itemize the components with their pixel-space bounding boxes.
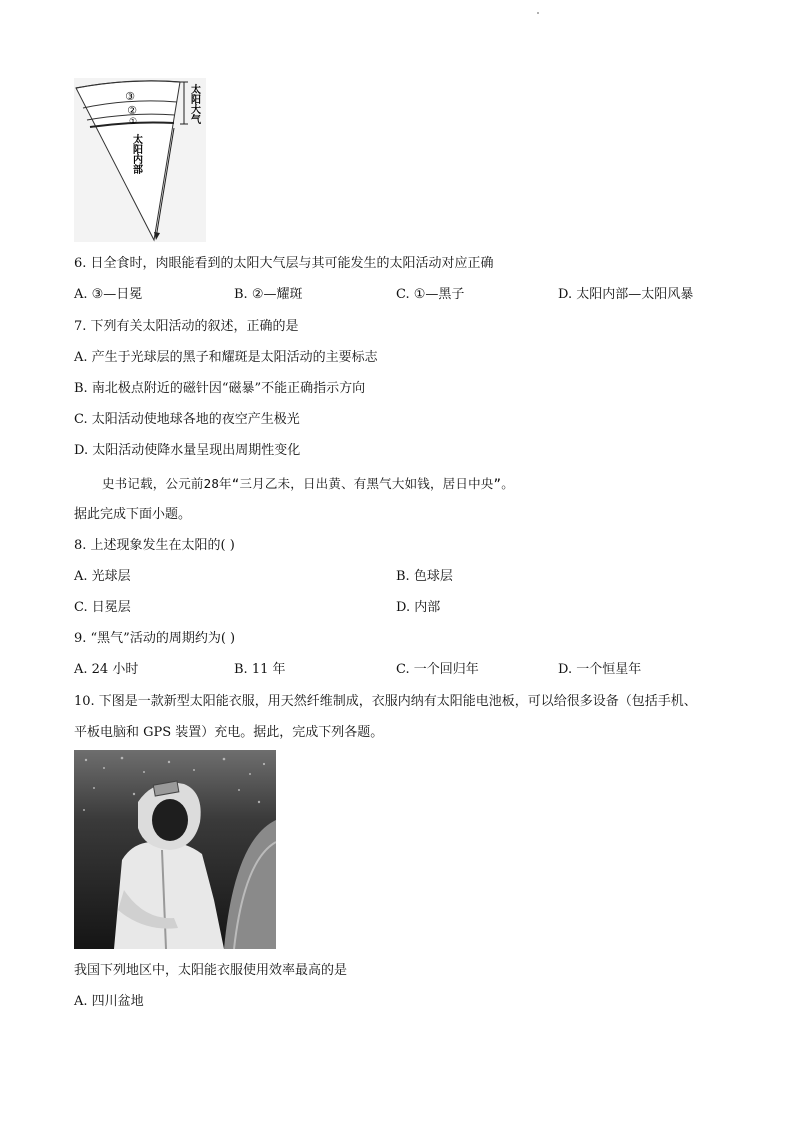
q9-stem: 9. “黑气”活动的周期约为( )	[74, 631, 236, 646]
q10-stem-line1: 10. 下图是一款新型太阳能衣服，用天然纤维制成，衣服内纳有太阳能电池板，可以给很多设备（包括手机、	[74, 694, 697, 709]
q8-option-b[interactable]: B. 色球层	[396, 569, 453, 584]
q10-option-a[interactable]: A. 四川盆地	[74, 994, 144, 1009]
material-instruction: 据此完成下面小题。	[74, 507, 192, 522]
q7-option-c[interactable]: C. 太阳活动使地球各地的夜空产生极光	[74, 412, 300, 427]
q8-option-c[interactable]: C. 日冕层	[74, 600, 131, 615]
q10-stem-line2: 平板电脑和 GPS 装置）充电。据此，完成下列各题。	[74, 725, 384, 740]
layer-label-2: ②	[127, 104, 137, 117]
q9-option-d[interactable]: D. 一个恒星年	[558, 662, 642, 677]
q6-option-d[interactable]: D. 太阳内部—太阳风暴	[558, 287, 694, 302]
layer-label-1: ①	[128, 117, 138, 127]
face	[152, 799, 188, 841]
solar-clothing-photo	[74, 750, 276, 949]
q8-option-a[interactable]: A. 光球层	[74, 569, 131, 584]
label-sun-interior: 太阳内部	[130, 134, 142, 174]
photo-illustration	[74, 750, 276, 949]
q6-option-a[interactable]: A. ③—日冕	[74, 287, 143, 302]
material-quote: 史书记载，公元前28年“三月乙未，日出黄、有黑气大如钱，居日中央”。	[102, 476, 514, 491]
q6-option-c[interactable]: C. ①—黑子	[396, 287, 465, 302]
sun-structure-diagram	[74, 78, 206, 242]
q8-stem: 8. 上述现象发生在太阳的( )	[74, 538, 235, 553]
label-sun-atmosphere: 太阳大气	[188, 84, 200, 124]
q9-option-a[interactable]: A. 24 小时	[74, 662, 139, 677]
q9-option-b[interactable]: B. 11 年	[234, 662, 286, 677]
q6-stem: 6. 日全食时，肉眼能看到的太阳大气层与其可能发生的太阳活动对应正确	[74, 256, 494, 271]
q7-option-a[interactable]: A. 产生于光球层的黑子和耀斑是太阳活动的主要标志	[74, 350, 378, 365]
q9-option-c[interactable]: C. 一个回归年	[396, 662, 479, 677]
q7-stem: 7. 下列有关太阳活动的叙述，正确的是	[74, 319, 299, 334]
q10-question: 我国下列地区中，太阳能衣服使用效率最高的是	[74, 963, 348, 978]
q7-option-d[interactable]: D. 太阳活动使降水量呈现出周期性变化	[74, 443, 301, 458]
sun-structure-figure	[74, 78, 206, 242]
layer-label-3: ③	[125, 90, 135, 103]
q6-option-b[interactable]: B. ②—耀斑	[234, 287, 303, 302]
q7-option-b[interactable]: B. 南北极点附近的磁针因“磁暴”不能正确指示方向	[74, 381, 366, 396]
q8-option-d[interactable]: D. 内部	[396, 600, 441, 615]
scan-dot	[537, 12, 539, 14]
